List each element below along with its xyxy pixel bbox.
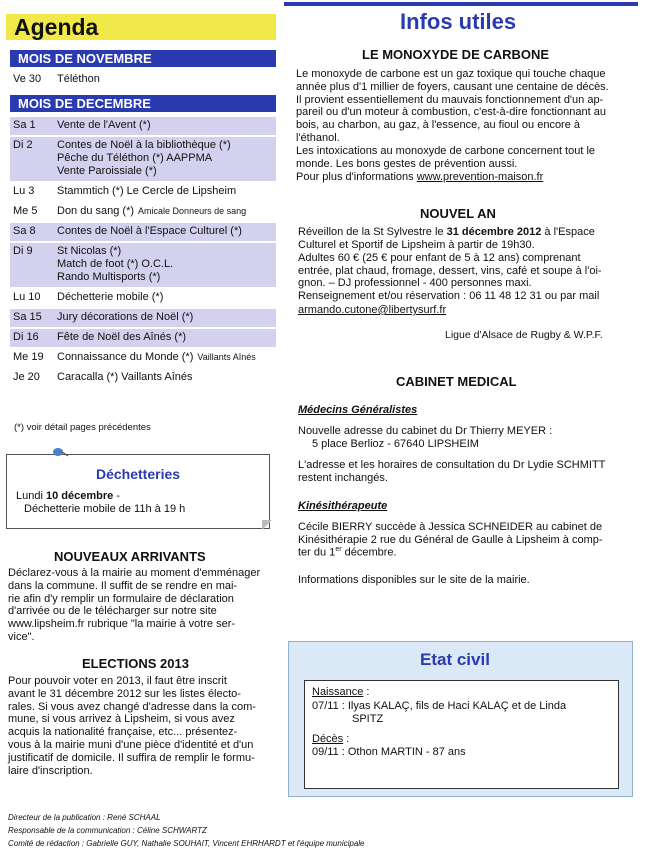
text-line: entrée, plat chaud, fromage, dessert, vins, café et soupe à l'oi- (298, 264, 602, 277)
event-line: Caracalla (*) Vaillants Aînés (57, 371, 193, 383)
cabinet-schmitt-line2: restent inchangés. (298, 472, 388, 484)
event-day: Di 2 (13, 139, 33, 151)
text-line: pareil ou d'un moteur à combustion, c'est-à-dire fonctionnant au (296, 106, 606, 119)
event-line: Jury décorations de Noël (*) (57, 311, 194, 323)
text-line: laire d'inscription. (8, 764, 93, 777)
event-day: Lu 10 (13, 291, 41, 303)
month-header-december: MOIS DE DECEMBRE (10, 95, 276, 112)
event-day: Me 19 (13, 351, 44, 363)
nouvel-an-signature: Ligue d'Alsace de Rugby & W.P.F. (445, 329, 603, 341)
dechetteries-date: Lundi 10 décembre - (16, 490, 120, 502)
event-day: Lu 3 (13, 185, 35, 197)
text-line: dans la commune. Il suffit de se rendre en mai- (8, 579, 238, 592)
event-text (57, 371, 193, 384)
month-header-november: MOIS DE NOVEMBRE (10, 50, 276, 67)
text-line: Adultes 60 € (25 € pour enfant de 5 à 12 ans) comprenant (298, 251, 581, 264)
elections-text (8, 675, 272, 777)
event-line: Match de foot (*) O.C.L. (57, 258, 174, 270)
event-line: Vente de l'Avent (*) (57, 119, 151, 131)
monoxyde-title: LE MONOXYDE DE CARBONE (362, 47, 550, 62)
event-line: Contes de Noël à la bibliothèque (*) (57, 139, 231, 151)
naissance-line1: 07/11 : Ilyas KALAÇ, fils de Haci KALAÇ et de Linda (312, 700, 567, 712)
event-text (57, 139, 231, 178)
naissance-label: Naissance : (312, 686, 370, 698)
text-line: www.lipsheim.fr rubrique "la mairie à votre ser- (8, 618, 236, 631)
text-line: Les intoxications au monoxyde de carbone concernent tout le (296, 144, 596, 157)
cabinet-schmitt-line1: L'adresse et les horaires de consultation du Dr Lydie SCHMITT (298, 459, 606, 471)
footer-responsable: Responsable de la communication : Céline SCHWARTZ (8, 826, 207, 835)
event-text (57, 185, 236, 198)
elections-title: ELECTIONS 2013 (82, 656, 189, 671)
agenda-event (10, 349, 276, 367)
event-day: Me 5 (13, 205, 38, 217)
event-text (57, 311, 193, 324)
text-line: bois, au charbon, au gaz, à l'essence, au fioul ou encore à (296, 119, 581, 132)
text-line: justificatif de domicile. Il suffira de remplir le formu- (8, 751, 255, 764)
dechetteries-detail: Déchetterie mobile de 11h à 19 h (24, 503, 186, 515)
dechetteries-title: Déchetteries (96, 466, 181, 482)
agenda-event (10, 137, 276, 181)
text-line: d'arrivée ou de le télécharger sur notre site (8, 605, 217, 618)
cabinet-sub-kine: Kinésithérapeute (298, 500, 388, 512)
nouvel-an-title: NOUVEL AN (420, 206, 496, 221)
event-line: Connaissance du Monde (*) Vaillants Aînés (57, 351, 256, 363)
arrivants-text (8, 567, 272, 644)
text-line: Déclarez-vous à la mairie au moment d'emménager (8, 567, 261, 579)
event-text (57, 225, 242, 238)
event-text (57, 245, 173, 284)
event-line: Fête de Noël des Aînés (*) (57, 331, 187, 343)
text-line: Renseignement et/ou réservation : 06 11 48 12 31 ou par mail (298, 290, 600, 303)
text-line: rie afin d'y remplir un formulaire de déclaration (8, 592, 234, 605)
text-line: gnon. – DJ professionnel - 400 personnes maxi. (298, 277, 532, 290)
event-day: Di 9 (13, 245, 33, 257)
monoxyde-text (296, 68, 634, 170)
event-day: Sa 1 (13, 119, 36, 131)
text-line: Il provient essentiellement du mauvais fonctionnement d'un ap- (296, 93, 604, 106)
event-organizer: Amicale Donneurs de sang (138, 206, 247, 216)
event-line: Pêche du Téléthon (*) AAPPMA (57, 152, 213, 164)
agenda-event (10, 71, 276, 89)
nouvel-an-text (298, 239, 634, 303)
event-line: Vente Paroissiale (*) (57, 165, 157, 177)
agenda-event (10, 309, 276, 327)
event-text (57, 73, 100, 86)
agenda-footnote: (*) voir détail pages précédentes (14, 422, 151, 433)
monoxyde-more: Pour plus d'informations www.prevention-maison.fr (296, 171, 544, 183)
text-line: vous à la mairie muni d'une pièce d'identité et d'un (8, 738, 254, 751)
pushpin-icon (52, 446, 68, 458)
text-line: année plus d'1 millier de foyers, causant une centaine de décès. (296, 80, 609, 93)
cabinet-sub-generalistes: Médecins Généralistes (298, 404, 418, 416)
text-line: l'éthanol. (296, 131, 340, 144)
deces-line: 09/11 : Othon MARTIN - 87 ans (312, 746, 466, 758)
text-line: vice". (8, 630, 35, 643)
prevention-link[interactable]: www.prevention-maison.fr (416, 171, 544, 183)
event-line: St Nicolas (*) (57, 245, 122, 257)
text-line: Le monoxyde de carbone est un gaz toxique qui touche chaque (296, 68, 606, 80)
event-line: Don du sang (*) Amicale Donneurs de sang (57, 205, 247, 217)
text-line: acquis la nationalité française, etc... présentez- (8, 726, 238, 739)
event-day: Je 20 (13, 371, 40, 383)
cabinet-meyer-line1: Nouvelle adresse du cabinet du Dr Thierry MEYER : (298, 425, 553, 437)
footer-comite: Comité de rédaction : Gabrielle GUY, Nathalie SOUHAIT, Vincent EHRHARDT et l'équipe municipale (8, 839, 365, 848)
event-day: Sa 8 (13, 225, 36, 237)
cabinet-meyer-line2: 5 place Berlioz - 67640 LIPSHEIM (312, 438, 479, 450)
event-day: Ve 30 (13, 73, 42, 85)
text-line: rales. Si vous avez changé d'adresse dans la com- (8, 700, 256, 713)
cabinet-info: Informations disponibles sur le site de la mairie. (298, 574, 530, 586)
event-day: Sa 15 (13, 311, 42, 323)
event-text (57, 351, 256, 364)
event-day: Di 16 (13, 331, 39, 343)
event-organizer: Vaillants Aînés (197, 352, 256, 362)
agenda-event (10, 117, 276, 135)
cabinet-kine-line1: Cécile BIERRY succède à Jessica SCHNEIDER au cabinet de (298, 521, 603, 533)
arrivants-title: NOUVEAUX ARRIVANTS (54, 549, 206, 564)
event-line: Déchetterie mobile (*) (57, 291, 164, 303)
agenda-event (10, 369, 276, 387)
event-line: Rando Multisports (*) (57, 271, 161, 283)
text-line: mune, si vous arrivez à Lipsheim, si vous avez (8, 713, 235, 726)
agenda-event (10, 203, 276, 221)
cabinet-title: CABINET MEDICAL (396, 374, 517, 389)
event-text (57, 119, 151, 132)
agenda-title: Agenda (6, 14, 276, 40)
event-line: Stammtich (*) Le Cercle de Lipsheim (57, 185, 237, 197)
nouvel-an-intro: Réveillon de la St Sylvestre le 31 décembre 2012 à l'Espace (298, 226, 595, 238)
nouvel-an-email[interactable]: armando.cutone@libertysurf.fr (298, 304, 447, 316)
text-line: avant le 31 décembre 2012 sur les listes électo- (8, 687, 241, 700)
event-line: Contes de Noël à l'Espace Culturel (*) (57, 225, 242, 237)
infos-title: Infos utiles (400, 9, 517, 34)
event-text (57, 331, 186, 344)
agenda-event (10, 329, 276, 347)
agenda-event (10, 223, 276, 241)
event-text (57, 291, 163, 304)
agenda-event (10, 289, 276, 307)
event-text (57, 205, 246, 218)
cabinet-kine-line2: Kinésithérapie 2 rue du Général de Gaulle à Lipsheim à comp- (298, 534, 603, 546)
text-line: Culturel et Sportif de Lipsheim à partir de 19h30. (298, 239, 535, 251)
text-line: monde. Les bons gestes de prévention aussi. (296, 157, 518, 170)
infos-top-rule (284, 2, 638, 6)
agenda-event (10, 243, 276, 287)
event-line: Téléthon (57, 73, 100, 85)
etat-civil-title: Etat civil (420, 650, 490, 669)
agenda-event (10, 183, 276, 201)
text-line: Pour pouvoir voter en 2013, il faut être inscrit (8, 675, 227, 687)
cabinet-kine-line3: ter du 1er décembre. (298, 546, 397, 559)
naissance-line2: SPITZ (352, 713, 384, 725)
deces-label: Décès : (312, 733, 350, 745)
footer-directeur: Directeur de la publication : René SCHAAL (8, 813, 161, 822)
